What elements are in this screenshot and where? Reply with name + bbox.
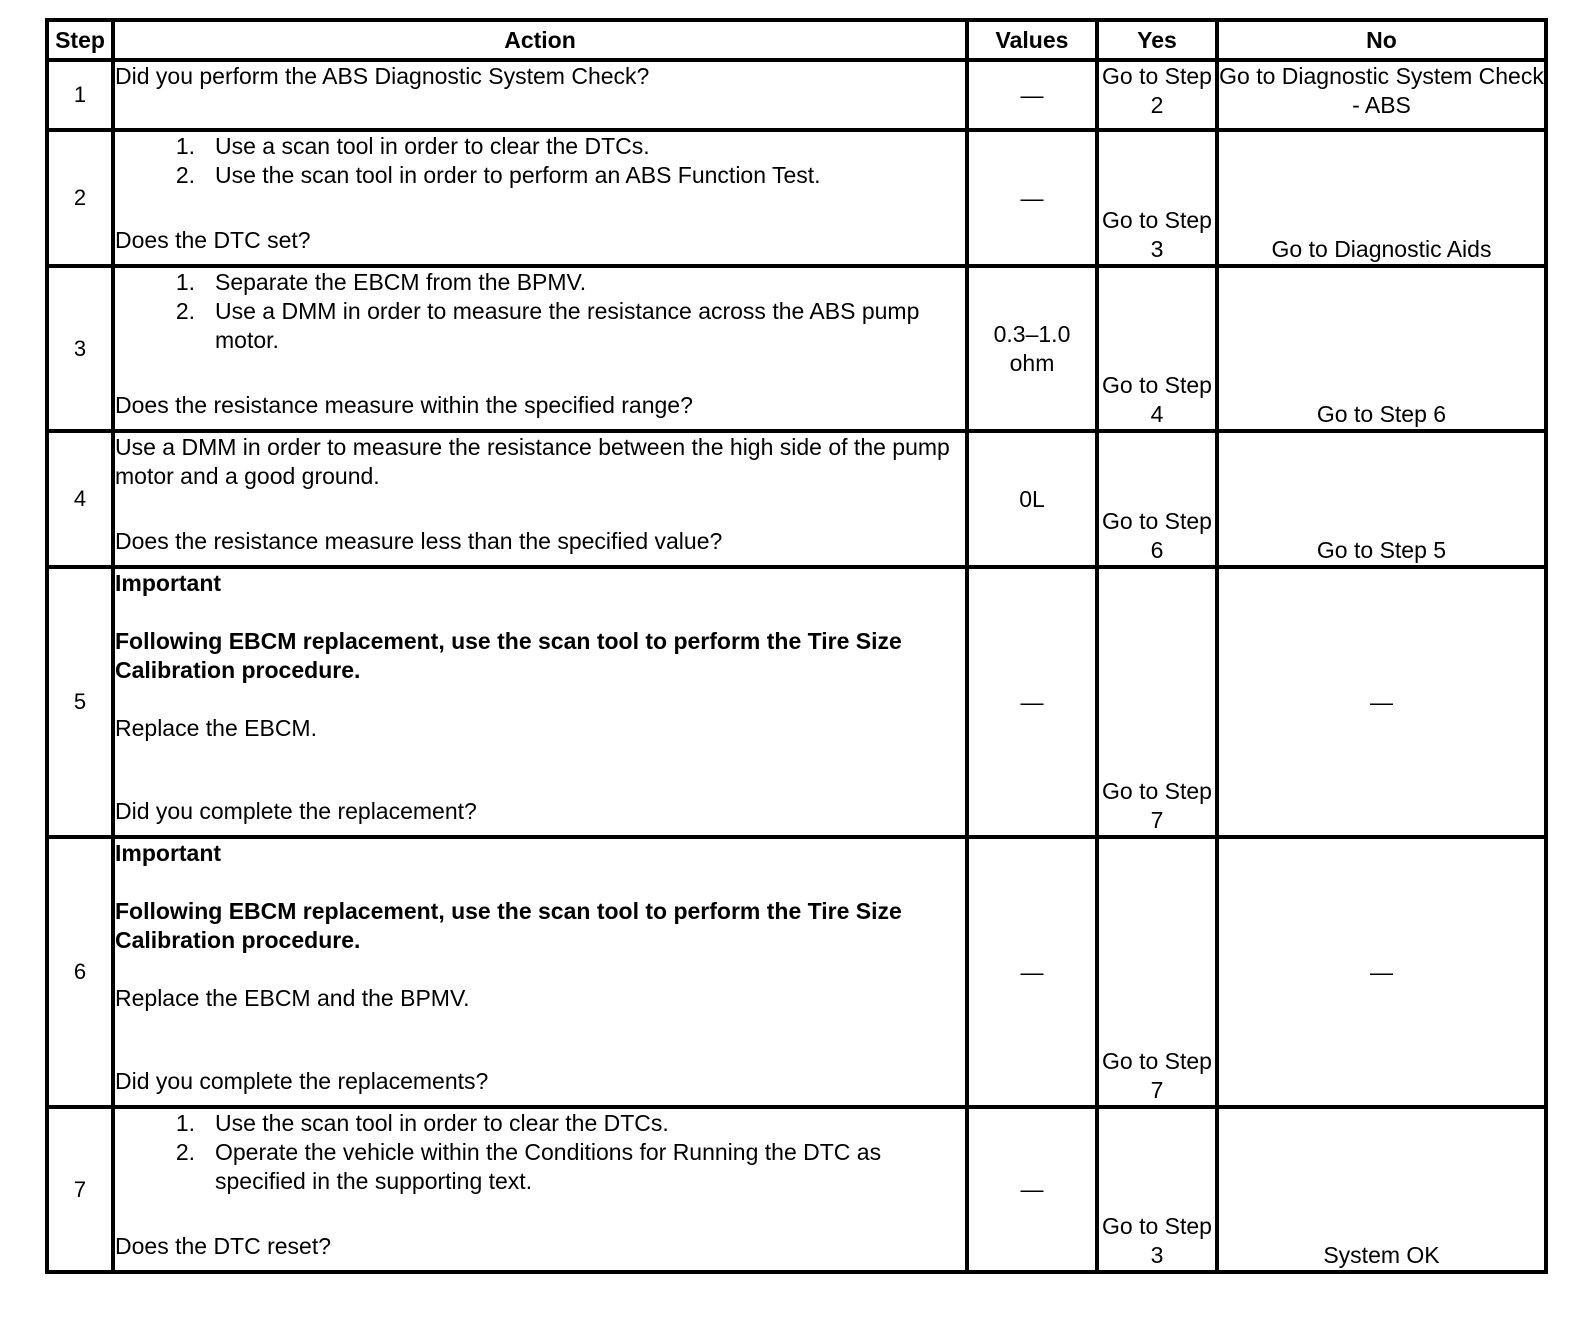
step-number: 1 [47,60,113,130]
action-cell [113,60,967,130]
values-cell: — [967,130,1097,266]
step-number: 5 [47,567,113,837]
step-number: 4 [47,431,113,567]
no-cell: — [1217,837,1546,1107]
action-cell [113,130,967,266]
values-cell: — [967,567,1097,837]
action-cell [113,266,967,431]
step-item-number: 1. [175,269,195,295]
values-cell: 0L [967,431,1097,567]
action-question: Does the resistance measure within the specified range? [115,392,693,418]
step-item-number: 1. [175,1110,195,1136]
no-cell: Go to Step 5 [1217,431,1546,567]
action-cell [113,1107,967,1272]
table-row [47,60,1546,130]
no-cell: System OK [1217,1107,1546,1272]
diagnostic-procedure-table [45,18,1548,1274]
table-row [47,431,1546,567]
important-note: Following EBCM replacement, use the scan tool to perform the Tire Size Calibration procedure. [115,628,902,683]
action-cell [113,567,967,837]
table-row [47,837,1546,1107]
action-step-list [115,268,965,355]
important-note: Following EBCM replacement, use the scan tool to perform the Tire Size Calibration procedure. [115,898,902,953]
step-item-number: 2. [175,162,195,188]
values-cell: — [967,837,1097,1107]
action-step-item [115,161,965,190]
step-item-number: 1. [175,133,195,159]
step-item-text: Use a DMM in order to measure the resistance across the ABS pump motor. [215,298,920,353]
action-step-item [115,297,965,355]
action-question: Did you complete the replacement? [115,798,477,824]
yes-cell: Go to Step 4 [1097,266,1217,431]
action-header: Action [113,20,967,60]
action-step-item [115,1138,965,1196]
step-item-text: Use the scan tool in order to clear the DTCs. [215,1110,669,1136]
action-cell [113,837,967,1107]
step-number: 3 [47,266,113,431]
no-cell: Go to Step 6 [1217,266,1546,431]
action-step-item [115,1109,965,1138]
step-header: Step [47,20,113,60]
action-cell [113,431,967,567]
values-header: Values [967,20,1097,60]
table-row [47,130,1546,266]
yes-header: Yes [1097,20,1217,60]
yes-cell: Go to Step 7 [1097,837,1217,1107]
action-step-list [115,1109,965,1196]
no-cell: Go to Diagnostic System Check - ABS [1217,60,1546,130]
action-instruction: Replace the EBCM and the BPMV. [115,985,470,1011]
step-item-text: Use the scan tool in order to perform an ABS Function Test. [215,162,821,188]
step-item-text: Separate the EBCM from the BPMV. [215,269,587,295]
header-row [47,20,1546,60]
no-cell: Go to Diagnostic Aids [1217,130,1546,266]
yes-cell: Go to Step 7 [1097,567,1217,837]
action-step-item [115,132,965,161]
action-step-item [115,268,965,297]
values-cell: — [967,60,1097,130]
table-row [47,567,1546,837]
no-cell: — [1217,567,1546,837]
important-label: Important [115,840,222,866]
important-label: Important [115,570,222,596]
action-step-list [115,132,965,190]
step-item-number: 2. [175,298,195,324]
step-item-number: 2. [175,1139,195,1165]
step-number: 6 [47,837,113,1107]
table-row [47,266,1546,431]
step-item-text: Operate the vehicle within the Conditions for Running the DTC as specified in the supporting text. [215,1139,882,1194]
action-question: Does the DTC reset? [115,1233,332,1259]
values-cell: 0.3–1.0 ohm [967,266,1097,431]
yes-cell: Go to Step 6 [1097,431,1217,567]
action-text: Use a DMM in order to measure the resistance between the high side of the pump motor and a good ground. [115,434,950,489]
no-header: No [1217,20,1546,60]
table-row [47,1107,1546,1272]
action-text: Did you perform the ABS Diagnostic System Check? [115,63,650,89]
values-cell: — [967,1107,1097,1272]
step-item-text: Use a scan tool in order to clear the DTCs. [215,133,650,159]
yes-cell: Go to Step 3 [1097,1107,1217,1272]
step-number: 7 [47,1107,113,1272]
yes-cell: Go to Step 2 [1097,60,1217,130]
yes-cell: Go to Step 3 [1097,130,1217,266]
action-instruction: Replace the EBCM. [115,715,317,741]
action-question: Did you complete the replacements? [115,1068,489,1094]
action-question: Does the DTC set? [115,227,311,253]
step-number: 2 [47,130,113,266]
action-question: Does the resistance measure less than the specified value? [115,528,723,554]
